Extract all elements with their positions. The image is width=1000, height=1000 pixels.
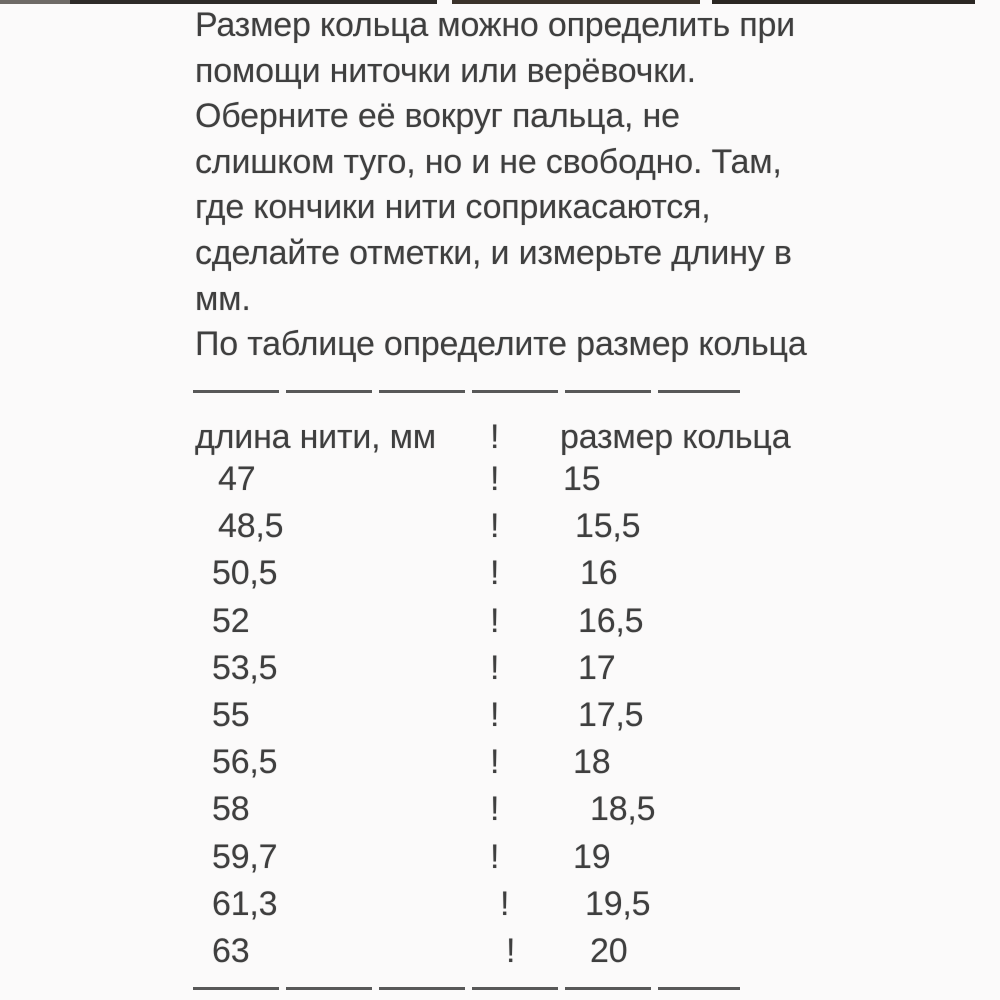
row-size-value: 16 <box>580 554 618 593</box>
row-size-value: 15,5 <box>575 507 641 546</box>
row-length-value: 59,7 <box>212 837 278 876</box>
row-column-separator: ! <box>490 554 500 593</box>
row-column-separator: ! <box>490 601 500 640</box>
intro-paragraph <box>195 3 855 368</box>
table-row <box>195 645 855 692</box>
table-row <box>195 550 855 597</box>
table-row <box>195 598 855 645</box>
table-row <box>195 928 855 975</box>
header-size-label: размер кольца <box>560 418 791 456</box>
table-row <box>195 834 855 881</box>
row-length-value: 50,5 <box>212 554 278 593</box>
row-length-value: 61,3 <box>212 884 278 923</box>
table-row <box>195 456 855 503</box>
row-column-separator: ! <box>490 695 500 734</box>
row-size-value: 20 <box>590 931 628 970</box>
header-length-label: длина нити, мм <box>195 418 436 456</box>
row-column-separator: ! <box>500 884 510 923</box>
row-size-value: 18,5 <box>590 790 656 829</box>
row-length-value: 58 <box>212 790 250 829</box>
row-size-value: 18 <box>573 743 611 782</box>
row-size-value: 15 <box>563 460 601 498</box>
table-divider-bottom <box>193 987 740 990</box>
intro-line: слишком туго, но и не свободно. Там, <box>195 142 782 181</box>
row-column-separator: ! <box>506 931 516 970</box>
row-size-value: 17,5 <box>578 695 644 734</box>
intro-line: По таблице определите размер кольца <box>195 325 807 364</box>
row-column-separator: ! <box>490 743 500 782</box>
row-size-value: 16,5 <box>578 601 644 640</box>
row-length-value: 56,5 <box>212 743 278 782</box>
intro-line: помощи ниточки или верёвочки. <box>195 51 696 90</box>
size-table-header <box>195 414 855 460</box>
row-column-separator: ! <box>490 648 500 687</box>
row-column-separator: ! <box>490 837 500 876</box>
table-row <box>195 692 855 739</box>
intro-line: сделайте отметки, и измерьте длину в <box>195 233 792 272</box>
row-length-value: 48,5 <box>218 507 284 546</box>
table-row <box>195 786 855 833</box>
row-column-separator: ! <box>490 507 500 546</box>
row-length-value: 52 <box>212 601 250 640</box>
row-length-value: 63 <box>212 931 250 970</box>
row-length-value: 55 <box>212 695 250 734</box>
table-row <box>195 503 855 550</box>
intro-line: Размер кольца можно определить при <box>195 6 795 44</box>
intro-line: Оберните её вокруг пальца, не <box>195 97 680 136</box>
row-size-value: 19 <box>573 837 611 876</box>
top-crop-bar-segment <box>0 0 70 4</box>
intro-line: мм. <box>195 279 251 318</box>
row-size-value: 19,5 <box>585 884 651 923</box>
table-divider-top <box>193 390 740 393</box>
table-row <box>195 739 855 786</box>
row-length-value: 47 <box>218 460 256 498</box>
intro-line: где кончики нити соприкасаются, <box>195 188 711 227</box>
row-column-separator: ! <box>490 790 500 829</box>
header-column-separator: ! <box>490 418 500 456</box>
row-length-value: 53,5 <box>212 648 278 687</box>
table-row <box>195 881 855 928</box>
row-size-value: 17 <box>578 648 616 687</box>
row-column-separator: ! <box>490 460 500 498</box>
size-table <box>195 456 855 975</box>
